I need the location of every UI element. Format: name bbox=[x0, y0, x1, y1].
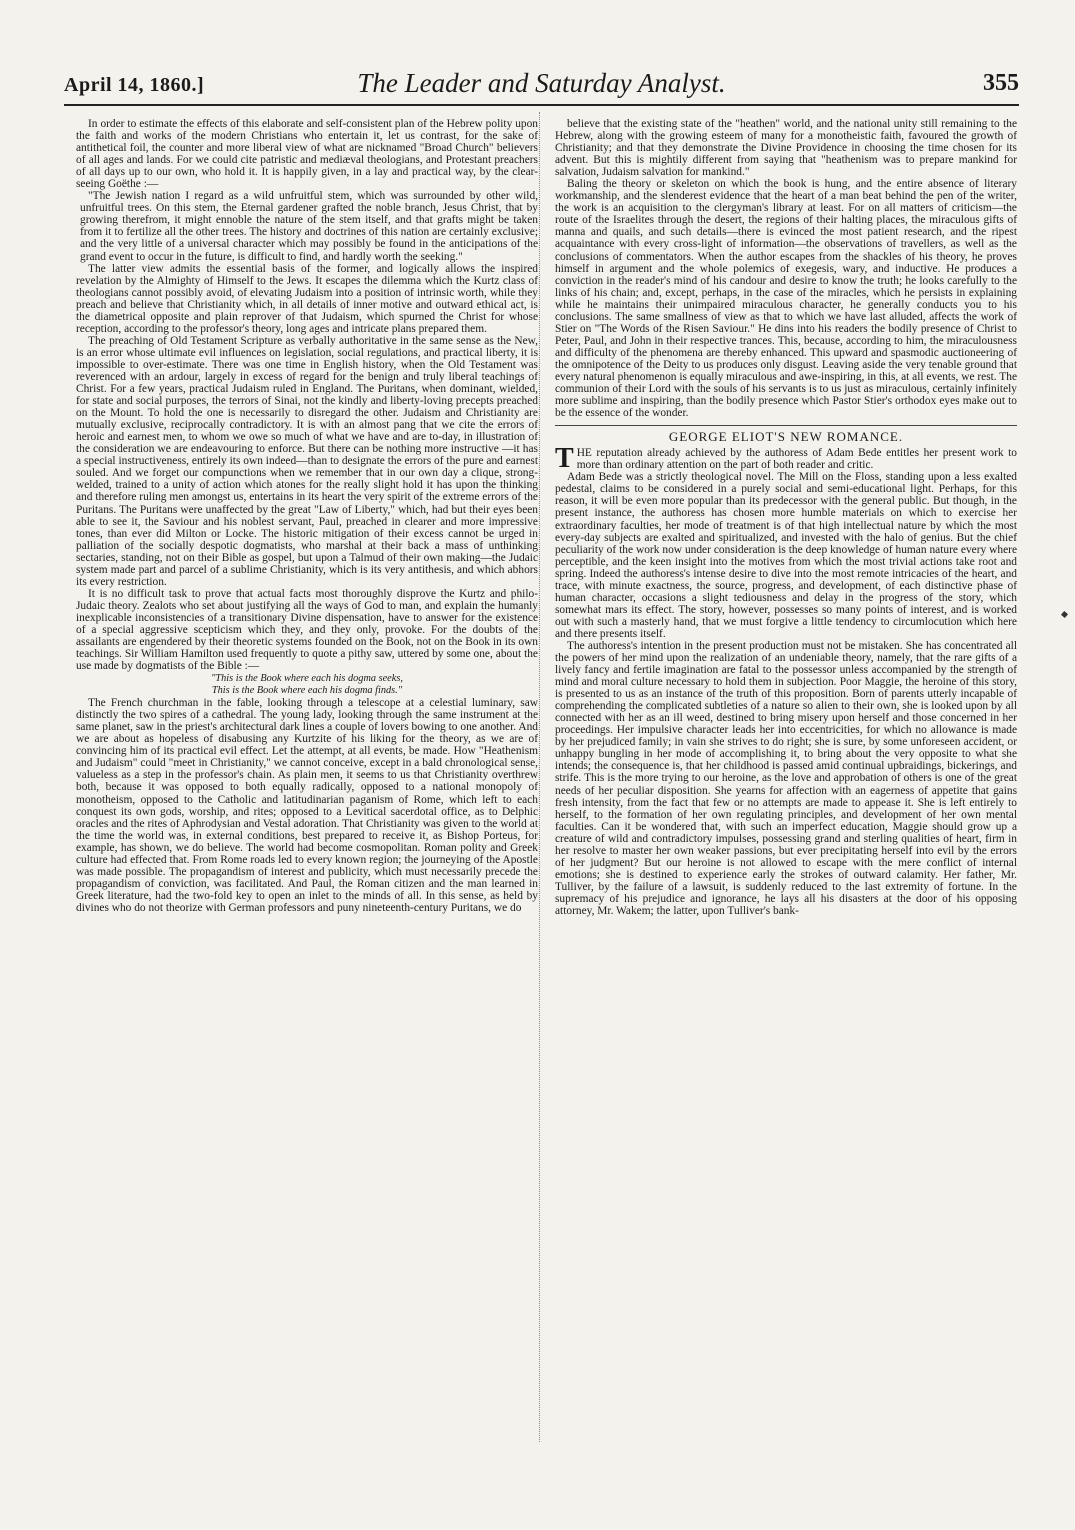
running-header bbox=[64, 66, 1019, 100]
lead-paragraph bbox=[555, 443, 1017, 475]
section-heading: GEORGE ELIOT'S NEW ROMANCE. bbox=[555, 425, 1017, 443]
paragraph: believe that the existing state of the "heathen" world, and the national unity still remaining to the Hebrew, along with the growing esteem of many for a monotheistic faith, favoured the growth of Christianity; and that they demonstrate the Divine Providence in choosing the time chosen for its advent. But this is mightily different from saying that "heathenism was to prepare mankind for salvation, Judaism salvation for mankind." bbox=[555, 118, 1017, 179]
paragraph: Adam Bede was a strictly theological novel. The Mill on the Floss, standing upon a less exalted pedestal, claims to be considered in a purely social and semi-educational light. Perhaps, for this reason, it will be even more popular than its predecessor with the general public. But though, in the present instance, the authoress has chosen more humble materials on which to exercise her extraordinary faculties, her mode of treatment is of that high intellectual nature by which the most every-day subjects are exalted and spiritualized, and invested with the halo of genius. But the chief peculiarity of the work now under consideration is the deep knowledge of human nature every where perceptible, and the keen insight into the motives from which the most trivial actions take root and spring. Indeed the authoress's intense desire to dive into the most remote intricacies of the heart, and trace, with minute exactness, the source, progress, and development, of each distinctive phase of human character, occasions a slight tediousness and delay in the progress of the story, which somewhat mars its effect. The story, however, possesses so many points of interest, and is worked out with such a masterly hand, that we must forgive a little tendency to circumlocution which here and there presents itself. bbox=[555, 471, 1017, 640]
left-column bbox=[76, 118, 538, 914]
drop-cap: T bbox=[555, 443, 574, 475]
verse-line: This is the Book where each his dogma finds." bbox=[211, 685, 403, 697]
paragraph: In order to estimate the effects of this elaborate and self-consistent plan of the Hebrew polity upon the faith and works of the modern Christians who entertain it, let us contrast, for the sake of antithetical foil, the counter and more liberal view of what are nicknamed "Broad Church" believers of all ages and lands. For we could cite patristic and mediæval theologians, and Protestant preachers of all days up to our own, who hold it. It is happily given, in a lay and practical way, by the clear-seeing Goëthe :— bbox=[76, 118, 538, 191]
paragraph: The preaching of Old Testament Scripture as verbally authoritative in the same sense as the New, is an error whose ultimate evil influences on legislation, social regulations, and practical liberty, it is impossible to over-estimate. There was one time in English history, when the Old Testament was reverenced with an ardour, largely in excess of regard for the benign and truly liberal teachings of Christ. For a few years, practical Judaism ruled in England. The Puritans, when dominant, wielded, for state and social purposes, the terrors of Sinai, not the kindly and liberty-loving precepts preached on the Mount. To hold the one is necessarily to disregard the other. Judaism and Christianity are mutually exclusive, reciprocally contradictory. It is with an almost pang that we cite the errors of heroic and earnest men, to whom we owe so much of what we have and are to-day, in illustration of the consideration we are endeavouring to enforce. But there can be nothing more instructive —it has a special instructiveness, entirely its own indeed—than to designate the errors of the pure and earnest souled. And we forget our compunctions when we remember that in our own day a clique, strong-welded, trained to a unity of action which atones for the really slight hold it has upon the thinking and therefore ruling men amongst us, entertains in its heart the very spirit of the extreme errors of the Puritans. The Puritans were unaffected by the great "Law of Liberty," which, had but their eyes been able to see it, the Saviour and his noblest servant, Paul, preached in clearer and more impressive tones, than ever did Milton or Locke. The historic mitigation of their excess cannot be urged in palliation of the socially despotic dogmatists, who marshal at their back a mass of unthinking sectaries, standing, not on their Bible as gospel, but upon a Talmud of their own making—the Judaic system made part and parcel of a sublime Christianity, which is its very antithesis, and which abhors its every restriction. bbox=[76, 334, 538, 588]
block-quote: "The Jewish nation I regard as a wild unfruitful stem, which was surrounded by other wild, unfruitful trees. On this stem, the Eternal gardener grafted the noble branch, Jesus Christ, that by growing therefrom, it might ennoble the nature of the stem itself, and that grafts might be taken from it to fertilize all the other trees. The history and doctrines of this nation are certainly exclusive; and the very little of a universal character which may possibly be found in the anticipations of the grand event to occur in the future, is difficult to find, and hardly worth the seeking." bbox=[80, 190, 538, 263]
lead-text: HE reputation already achieved by the authoress of Adam Bede entitles her present work to more than ordinary attention on the part of both reader and critic. bbox=[576, 447, 1017, 472]
paragraph: The French churchman in the fable, looking through a telescope at a celestial luminary, saw distinctly the two spires of a cathedral. The young lady, looking through the same instrument at the same planet, saw in the priest's architectural dark lines a couple of lovers bowing to one another. And we are about as hopeless of disabusing any Kurtzite of his liking for the theory, as we are of convincing him of its practical evil effect. Let the attempt, at all events, be made. How "Heathenism and Judaism" could "meet in Christianity," we cannot conceive, except in a bald chronological sense, valueless as a step in the professor's chain. As plain men, it seems to us that Christianity overthrew both, because it was opposed to both equally radically, opposed to a national monopoly of monotheism, opposed to the Catholic and latitudinarian paganism of Rome, which left to each conquest its own gods, worship, and rites; opposed to a Levitical sacerdotal office, as to Delphic oracles and the rites of Aphrodysian and Vestal adoration. That Christianity was given to the world at the time the world was, in external conditions, best prepared to receive it, as Bishop Porteus, for example, has shown, we do believe. The world had become cosmopolitan. Roman polity and Greek culture had effected that. From Rome roads led to every known region; the journeying of the Apostle was made possible. The propagandism of interest and publicity, which must necessarily precede the propagandism of conviction, was facilitated. And Paul, the Roman citizen and the man learned in Greek literature, had the two-fold key to open an inlet to the minds of all. In this sense, as held by divines who do not theorize with German professors and puny nineteenth-century Puritans, we do bbox=[76, 697, 538, 914]
verse-line: "This is the Book where each his dogma seeks, bbox=[211, 673, 403, 685]
paragraph: The latter view admits the essential basis of the former, and logically allows the inspired revelation by the Almighty of Himself to the Jews. It escapes the dilemma which the Kurtz class of theologians cannot possibly avoid, of elevating Judaism into a position of intrinsic worth, while they preach and believe that Christianity which, in all details of inner motive and outward ethical act, is the diametrical opposite and plain reprover of that Judaism, which spurned the Christ for whose reception, according to the professor's theory, long ages and intricate plans prepared them. bbox=[76, 262, 538, 335]
right-column bbox=[555, 118, 1017, 917]
header-rule bbox=[64, 104, 1019, 106]
page-number: 355 bbox=[983, 70, 1019, 96]
paragraph: The authoress's intention in the present production must not be mistaken. She has concentrated all the powers of her mind upon the realization of an undeniable theory, namely, that the rare gifts of a lively fancy and fertile imagination are fatal to the possessor unless accompanied by the strength of mind and moral culture necessary to hold them in subjection. Poor Maggie, the heroine of this story, is presented to us as an instance of the truth of this proposition. Born of parents utterly incapable of comprehending the complicated subtleties of a nature so alien to their own, she is looked upon by all connected with her as an ill weed, destined to bring misery upon herself and those concerned in her proceedings. Her impulsive character leads her into eccentricities, for which no allowance is made by her prejudiced family; in vain she strives to do right; she is sure, by some unforeseen accident, or unhappy bungling in her mode of accomplishing it, to bring about the very opposite to what she intends; the consequence is, that her childhood is passed amid continual upbraidings, bickerings, and strife. This is the more trying to our heroine, as the love and approbation of others is one of the great needs of her peculiar disposition. She yearns for affection with an eagerness of appetite that gains fresh intensity, from the fact that few or no attempts are made to appease it. She is left entirely to herself, to the formation of her own regulating principles, and development of her own mental faculties. Can it be wondered that, with such an imperfect education, Maggie should grow up a creature of wild and contradictory impulses, possessing grand and sterling qualities of heart, firm in her resolve to master her own weaker passions, but ever precipitating herself into evil by the errors of her judgment? But our heroine is not allowed to escape with the mere conflict of internal emotions; she is destined to experience early the strokes of outward calamity. Her father, Mr. Tulliver, by the failure of a lawsuit, is suddenly reduced to the last extremity of fortune. In the supremacy of his prejudice and ignorance, he lays all his disasters at the door of his opposing attorney, Mr. Wakem; the latter, upon Tulliver's bank- bbox=[555, 639, 1017, 917]
margin-mark bbox=[1061, 611, 1068, 618]
paragraph: It is no difficult task to prove that actual facts most thoroughly disprove the Kurtz and philo-Judaic theory. Zealots who set about justifying all the ways of God to man, and explain the humanly inexplicable inconsistencies of a transitionary Divine dispensation, have to answer for the existence of a special aggressive scepticism which they, and they only, provoke. For the doubts of the assailants are engendered by their theoretic systems founded on the Book, not on the Book in its own teachings. Sir William Hamilton used frequently to quote a pithy saw, uttered by some one, about the use made by dogmatists of the Bible :— bbox=[76, 587, 538, 673]
paragraph: Baling the theory or skeleton on which the book is hung, and the entire absence of literary workmanship, and the slenderest evidence that the heart of a man beat behind the pen of the writer, the work is an acquisition to the clergyman's library at least. For on all matters of criticism—the route of the Israelites through the desert, the regions of their halting places, the miraculous gifts of manna and quails, and such details—there is evinced the most patient research, and the ripest acquaintance with every cross-light of information—the observations of travellers, as well as the conclusions of commentators. When the author escapes from the shackles of his theory, he proves himself in argument and the whole polemics of exegesis, wary, and inductive. He produces a conviction in the reader's mind of his candour and desire to know the truth; he looks carefully to the links of his chain; and, except, perhaps, in the case of the miracles, which he persists in explaining while he maintains their unimpaired miraculous character, he generally conducts you to his conclusions. The same smallness of view as that to which we have last alluded, affects the work of Stier on "The Words of the Risen Saviour." He dins into his readers the bodily presence of Christ to Peter, Paul, and John in their respective trances. This, because, according to him, the miraculousness and difficulty of the phenomena are thereby enhanced. This upward and spasmodic auctioneering of the omnipotence of the Deity to us produces only disgust. Leaving aside the very tenable ground that every natural phenomenon is equally miraculous and awe-inspiring, in this, at all events, we rest. The communion of their Lord with the souls of his servants is to us just as miraculous, certainly infinitely more sublime and inspiring, than the bodily presence which Pastor Stier's orthodox eyes make out to be the essence of the wonder. bbox=[555, 178, 1017, 420]
column-divider bbox=[539, 112, 540, 1442]
journal-title: The Leader and Saturday Analyst. bbox=[357, 68, 726, 98]
issue-date: April 14, 1860.] bbox=[64, 74, 205, 96]
